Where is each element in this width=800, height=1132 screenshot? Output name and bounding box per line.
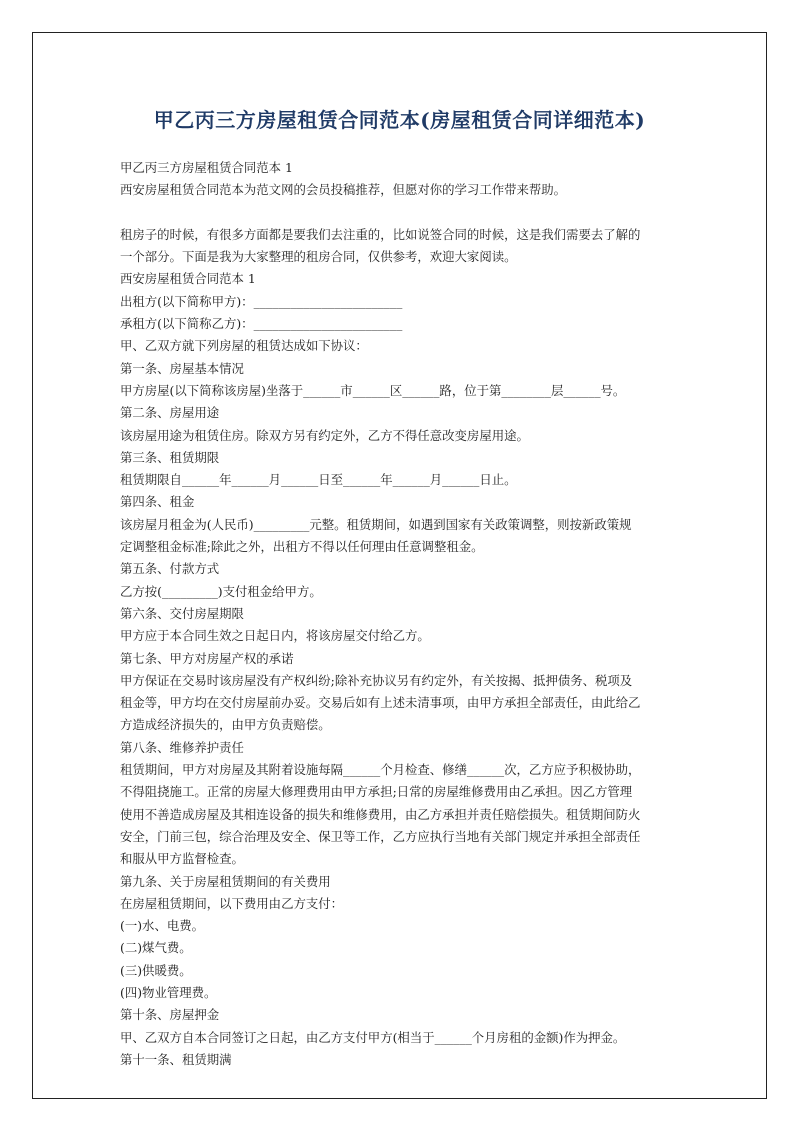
text-line: 方造成经济损失的，由甲方负责赔偿。 bbox=[120, 717, 331, 733]
text-line: 使用不善造成房屋及其相连设备的损失和维修费用，由乙方承担并责任赔偿损失。租赁期间防火 bbox=[120, 806, 641, 822]
section-heading: 第三条、租赁期限 bbox=[120, 449, 220, 465]
text-line: 乙方按(_________)支付租金给甲方。 bbox=[120, 583, 322, 599]
section-heading: 第十条、房屋押金 bbox=[120, 1007, 220, 1023]
text-line: 安全，门前三包，综合治理及安全、保卫等工作，乙方应执行当地有关部门规定并承担全部责任 bbox=[120, 828, 641, 844]
text-line: 甲、乙双方自本合同签订之日起，由乙方支付甲方(相当于______个月房租的金额)作为押金。 bbox=[120, 1029, 626, 1045]
text-line: 不得阻挠施工。正常的房屋大修理费用由甲方承担;日常的房屋维修费用由乙承担。因乙方管理 bbox=[120, 784, 633, 800]
text-line: 该房屋月租金为(人民币)_________元整。租赁期间，如遇到国家有关政策调整，则按新政策规 bbox=[120, 516, 632, 532]
text-line: 租赁期限自______年______月______日至______年______月______日止。 bbox=[120, 472, 517, 488]
text-line: 甲方应于本合同生效之日起日内，将该房屋交付给乙方。 bbox=[120, 628, 430, 644]
text-line: 西安房屋租赁合同范本 1 bbox=[120, 271, 256, 287]
text-line: 出租方(以下简称甲方)：________________________ bbox=[120, 293, 403, 309]
text-line: 和服从甲方监督检查。 bbox=[120, 851, 244, 867]
section-heading: 第十一条、租赁期满 bbox=[120, 1051, 232, 1067]
list-item: (四)物业管理费。 bbox=[120, 984, 217, 1000]
section-heading: 第九条、关于房屋租赁期间的有关费用 bbox=[120, 873, 331, 889]
text-line: 定调整租金标准;除此之外，出租方不得以任何理由任意调整租金。 bbox=[120, 539, 484, 555]
section-heading: 第八条、维修养护责任 bbox=[120, 739, 244, 755]
text-line: 承租方(以下简称乙方)：________________________ bbox=[120, 316, 403, 332]
blank-line bbox=[120, 202, 690, 224]
section-heading: 第六条、交付房屋期限 bbox=[120, 605, 244, 621]
text-line: 甲方房屋(以下简称该房屋)坐落于______市______区______路，位于第________层______号。 bbox=[120, 382, 626, 398]
section-heading: 第七条、甲方对房屋产权的承诺 bbox=[120, 650, 294, 666]
document-title: 甲乙丙三方房屋租赁合同范本(房屋租赁合同详细范本) bbox=[153, 108, 646, 132]
section-heading: 第二条、房屋用途 bbox=[120, 405, 220, 421]
section-heading: 第五条、付款方式 bbox=[120, 561, 220, 577]
list-item: (二)煤气费。 bbox=[120, 940, 192, 956]
list-item: (三)供暖费。 bbox=[120, 962, 192, 978]
list-item: (一)水、电费。 bbox=[120, 918, 205, 934]
text-line: 一个部分。下面是我为大家整理的租房合同，仅供参考，欢迎大家阅读。 bbox=[120, 249, 517, 265]
text-line: 在房屋租赁期间，以下费用由乙方支付： bbox=[120, 895, 344, 911]
text-line: 甲方保证在交易时该房屋没有产权纠纷;除补充协议另有约定外，有关按揭、抵押债务、税项及 bbox=[120, 672, 633, 688]
text-line: 该房屋用途为租赁住房。除双方另有约定外，乙方不得任意改变房屋用途。 bbox=[120, 427, 529, 443]
text-line: 甲、乙双方就下列房屋的租赁达成如下协议： bbox=[120, 338, 368, 354]
text-line: 租赁期间，甲方对房屋及其附着设施每隔______个月检查、修缮______次，乙方应予积极协助， bbox=[120, 762, 641, 778]
document-body bbox=[120, 157, 690, 1071]
text-line: 西安房屋租赁合同范本为范文网的会员投稿推荐，但愿对你的学习工作带来帮助。 bbox=[120, 182, 567, 198]
text-line: 租金等，甲方均在交付房屋前办妥。交易后如有上述未清事项，由甲方承担全部责任，由此给乙 bbox=[120, 695, 641, 711]
text-line: 甲乙丙三方房屋租赁合同范本 1 bbox=[120, 160, 293, 175]
text-line: 租房子的时候，有很多方面都是要我们去注重的，比如说签合同的时候，这是我们需要去了解的 bbox=[120, 226, 641, 242]
section-heading: 第一条、房屋基本情况 bbox=[120, 360, 244, 376]
section-heading: 第四条、租金 bbox=[120, 494, 195, 510]
